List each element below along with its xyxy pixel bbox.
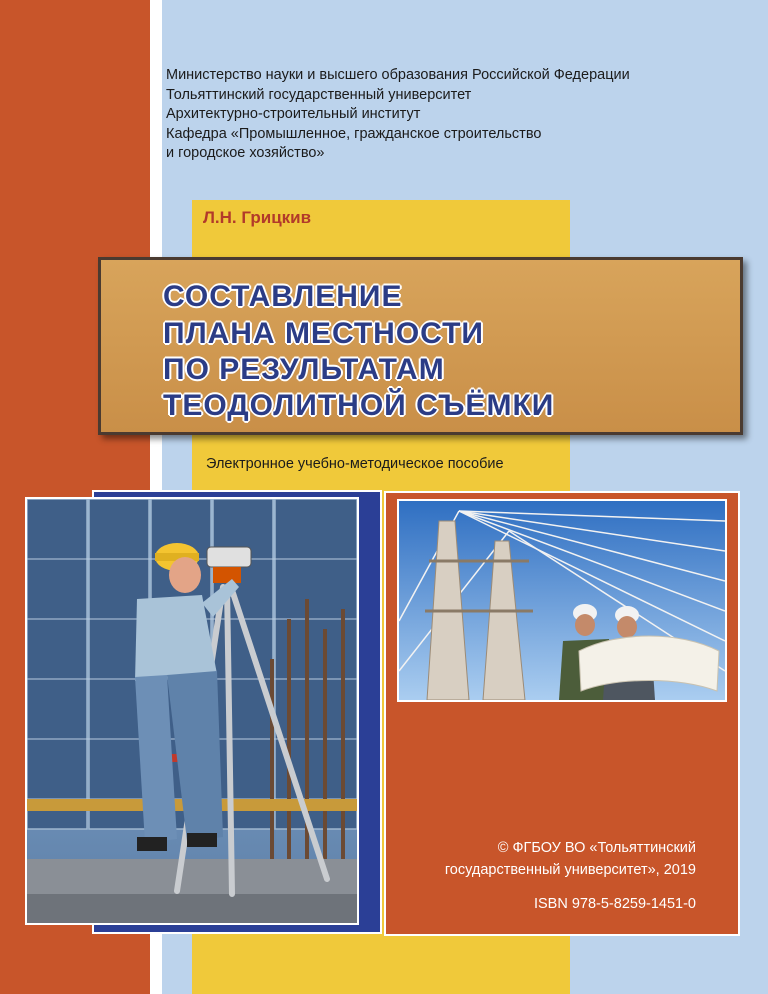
copyright-line: © ФГБОУ ВО «Тольяттинский	[497, 840, 696, 856]
header-line: Тольяттинский государственный университет	[166, 86, 472, 103]
institution-header	[166, 66, 726, 164]
surveyor-photo	[25, 497, 359, 925]
subtitle: Электронное учебно-методическое пособие	[206, 456, 504, 472]
copyright	[445, 837, 696, 881]
isbn: ISBN 978-5-8259-1451-0	[533, 896, 696, 912]
header-line: и городское хозяйство»	[166, 145, 325, 161]
header-line: Архитектурно-строительный институт	[166, 106, 421, 122]
title-box	[98, 257, 743, 435]
author-name: Л.Н. Грицкив	[203, 208, 312, 227]
engineers-photo	[397, 499, 727, 702]
title-line: ТЕОДОЛИТНОЙ СЪЁМКИ	[163, 389, 555, 422]
title-line: ПЛАНА МЕСТНОСТИ	[163, 317, 484, 350]
title-line: СОСТАВЛЕНИЕ	[163, 280, 403, 313]
header-line: Кафедра «Промышленное, гражданское строительство	[166, 125, 542, 142]
header-line: Министерство науки и высшего образования Российской Федерации	[166, 67, 630, 83]
title-line: ПО РЕЗУЛЬТАТАМ	[163, 353, 445, 386]
copyright-line: государственный университет», 2019	[444, 862, 696, 878]
